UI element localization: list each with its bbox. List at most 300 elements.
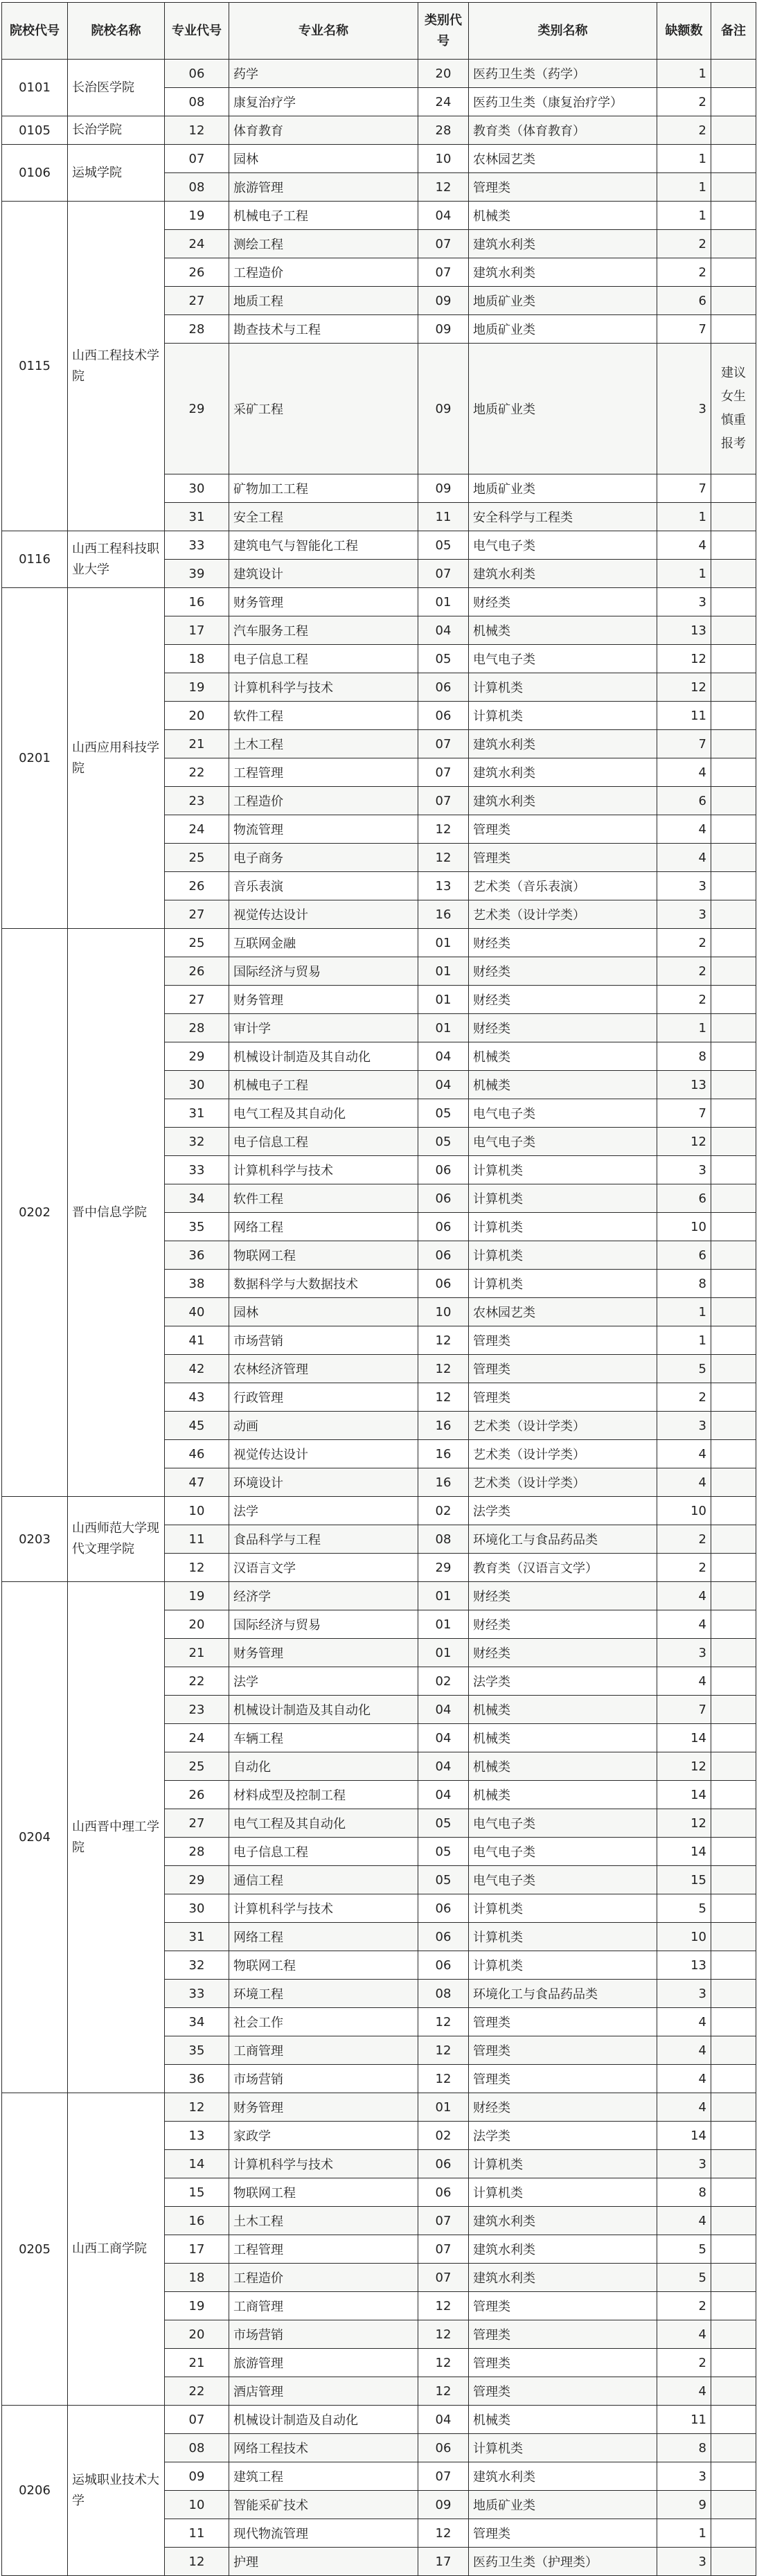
school-code: 0201 [2,588,68,929]
vacancy-count: 9 [657,2491,711,2519]
category-name: 电气电子类 [469,1099,657,1128]
remark [711,1525,756,1554]
major-code: 24 [165,230,229,258]
remark [711,116,756,145]
category-name: 医药卫生类（护理类） [469,2548,657,2576]
vacancy-count: 12 [657,645,711,673]
vacancy-count: 1 [657,1298,711,1326]
category-name: 管理类 [469,2008,657,2036]
major-code: 30 [165,1071,229,1099]
major-code: 27 [165,287,229,315]
major-name: 财务管理 [229,1639,418,1667]
vacancy-count: 14 [657,1781,711,1809]
major-code: 29 [165,1042,229,1071]
category-code: 09 [418,2491,469,2519]
major-code: 31 [165,1923,229,1951]
vacancy-count: 10 [657,1923,711,1951]
major-name: 建筑设计 [229,560,418,588]
major-code: 07 [165,145,229,173]
vacancy-count: 2 [657,1554,711,1582]
header-major-name: 专业名称 [229,3,418,60]
remark [711,1838,756,1866]
category-code: 07 [418,258,469,287]
major-name: 汽车服务工程 [229,616,418,645]
remark [711,1440,756,1468]
vacancy-count: 2 [657,986,711,1014]
remark [711,758,756,787]
table-row [2,116,756,145]
vacancy-count: 2 [657,258,711,287]
major-name: 财务管理 [229,588,418,616]
category-code: 07 [418,2264,469,2292]
major-name: 数据科学与大数据技术 [229,1270,418,1298]
major-code: 22 [165,1667,229,1696]
major-name: 物流管理 [229,815,418,844]
category-code: 12 [418,2377,469,2406]
category-name: 计算机类 [469,1923,657,1951]
category-code: 07 [418,787,469,815]
table-row [2,1582,756,1610]
category-name: 财经类 [469,2093,657,2122]
category-name: 环境化工与食品药品类 [469,1980,657,2008]
remark [711,230,756,258]
major-name: 电气工程及其自动化 [229,1809,418,1838]
vacancy-count: 14 [657,2122,711,2150]
vacancy-count: 6 [657,787,711,815]
category-code: 01 [418,588,469,616]
major-code: 41 [165,1326,229,1355]
vacancy-count: 12 [657,673,711,702]
category-name: 电气电子类 [469,1866,657,1894]
remark [711,1184,756,1213]
major-name: 地质工程 [229,287,418,315]
major-name: 社会工作 [229,2008,418,2036]
category-code: 16 [418,1440,469,1468]
major-name: 工程造价 [229,258,418,287]
remark [711,1042,756,1071]
remark [711,2406,756,2434]
major-name: 国际经济与贸易 [229,1610,418,1639]
remark [711,474,756,503]
major-code: 21 [165,730,229,758]
category-name: 建筑水利类 [469,2235,657,2264]
major-code: 24 [165,1724,229,1752]
remark [711,1099,756,1128]
major-code: 45 [165,1412,229,1440]
major-code: 17 [165,2235,229,2264]
category-code: 06 [418,2150,469,2178]
category-name: 机械类 [469,1071,657,1099]
vacancy-count: 13 [657,1951,711,1980]
remark [711,2434,756,2462]
major-name: 视觉传达设计 [229,1440,418,1468]
vacancy-count: 7 [657,1099,711,1128]
major-code: 39 [165,560,229,588]
vacancy-count: 5 [657,1894,711,1923]
table-row [2,2093,756,2122]
vacancy-count: 2 [657,929,711,957]
major-name: 矿物加工工程 [229,474,418,503]
vacancy-count: 1 [657,173,711,202]
vacancy-count: 5 [657,2235,711,2264]
category-name: 财经类 [469,929,657,957]
major-name: 材料成型及控制工程 [229,1781,418,1809]
remark [711,1582,756,1610]
remark [711,2178,756,2207]
remark [711,2462,756,2491]
major-name: 视觉传达设计 [229,900,418,929]
category-code: 04 [418,1752,469,1781]
vacancy-count: 4 [657,1468,711,1497]
major-code: 20 [165,2320,229,2349]
vacancy-count: 4 [657,531,711,560]
major-code: 26 [165,957,229,986]
major-name: 酒店管理 [229,2377,418,2406]
major-name: 护理 [229,2548,418,2576]
category-code: 01 [418,1582,469,1610]
remark [711,1610,756,1639]
major-code: 06 [165,60,229,88]
category-name: 财经类 [469,957,657,986]
school-code: 0203 [2,1497,68,1582]
category-code: 17 [418,2548,469,2576]
major-code: 08 [165,2434,229,2462]
school-name: 运城职业技术大学 [68,2406,165,2576]
remark [711,1554,756,1582]
category-code: 06 [418,1241,469,1270]
major-name: 土木工程 [229,730,418,758]
vacancy-count: 3 [657,900,711,929]
category-code: 06 [418,2434,469,2462]
category-name: 建筑水利类 [469,258,657,287]
major-name: 计算机科学与技术 [229,1156,418,1184]
table-row [2,531,756,560]
category-code: 01 [418,2093,469,2122]
major-code: 31 [165,1099,229,1128]
remark [711,1809,756,1838]
vacancy-count: 4 [657,758,711,787]
vacancy-count: 10 [657,1497,711,1525]
category-code: 09 [418,315,469,344]
vacancy-count: 1 [657,1326,711,1355]
category-name: 管理类 [469,2377,657,2406]
category-name: 管理类 [469,2320,657,2349]
major-code: 29 [165,344,229,474]
category-name: 建筑水利类 [469,2264,657,2292]
remark [711,2519,756,2548]
remark [711,1071,756,1099]
table-row [2,145,756,173]
table-row [2,2406,756,2434]
remark [711,1241,756,1270]
major-code: 22 [165,2377,229,2406]
remark [711,202,756,230]
remark [711,1014,756,1042]
vacancy-count: 15 [657,1866,711,1894]
remark [711,1951,756,1980]
vacancy-count: 4 [657,815,711,844]
major-code: 43 [165,1383,229,1412]
remark [711,1781,756,1809]
vacancy-count: 4 [657,1667,711,1696]
category-code: 06 [418,1184,469,1213]
major-name: 市场营销 [229,2320,418,2349]
category-code: 12 [418,2036,469,2065]
major-code: 32 [165,1128,229,1156]
major-code: 27 [165,986,229,1014]
category-name: 管理类 [469,2065,657,2093]
remark [711,173,756,202]
category-name: 财经类 [469,986,657,1014]
school-name: 山西工程科技职业大学 [68,531,165,588]
major-name: 网络工程 [229,1923,418,1951]
vacancy-count: 12 [657,1752,711,1781]
category-code: 05 [418,1128,469,1156]
major-code: 18 [165,645,229,673]
major-code: 32 [165,1951,229,1980]
remark [711,1923,756,1951]
category-code: 12 [418,2292,469,2320]
remark [711,145,756,173]
major-code: 15 [165,2178,229,2207]
major-code: 18 [165,2264,229,2292]
vacancy-count: 3 [657,872,711,900]
major-name: 旅游管理 [229,173,418,202]
category-name: 计算机类 [469,1951,657,1980]
header-category-name: 类别名称 [469,3,657,60]
major-name: 电气工程及其自动化 [229,1099,418,1128]
category-code: 12 [418,2008,469,2036]
major-name: 环境工程 [229,1980,418,2008]
category-code: 08 [418,1525,469,1554]
category-code: 06 [418,702,469,730]
major-code: 31 [165,503,229,531]
category-name: 计算机类 [469,673,657,702]
school-name: 山西应用科技学院 [68,588,165,929]
remark [711,929,756,957]
category-name: 计算机类 [469,1270,657,1298]
category-code: 05 [418,531,469,560]
school-name: 山西晋中理工学院 [68,1582,165,2093]
major-code: 20 [165,702,229,730]
major-code: 22 [165,758,229,787]
vacancy-table [1,2,756,2576]
category-code: 28 [418,116,469,145]
category-name: 管理类 [469,2036,657,2065]
category-code: 29 [418,1554,469,1582]
category-name: 电气电子类 [469,645,657,673]
remark [711,60,756,88]
vacancy-count: 14 [657,1724,711,1752]
major-name: 工商管理 [229,2036,418,2065]
category-name: 机械类 [469,1042,657,1071]
category-code: 05 [418,645,469,673]
header-school-code: 院校代号 [2,3,68,60]
vacancy-count: 1 [657,503,711,531]
category-name: 建筑水利类 [469,758,657,787]
remark [711,844,756,872]
category-code: 06 [418,673,469,702]
category-code: 01 [418,1014,469,1042]
major-code: 27 [165,900,229,929]
category-code: 12 [418,1326,469,1355]
vacancy-count: 4 [657,2065,711,2093]
category-code: 10 [418,145,469,173]
major-code: 16 [165,2207,229,2235]
major-code: 19 [165,2292,229,2320]
vacancy-count: 7 [657,474,711,503]
category-code: 06 [418,1951,469,1980]
remark [711,1298,756,1326]
major-name: 食品科学与工程 [229,1525,418,1554]
vacancy-count: 7 [657,315,711,344]
vacancy-count: 13 [657,1071,711,1099]
remark [711,2093,756,2122]
table-row [2,202,756,230]
vacancy-count: 11 [657,702,711,730]
category-name: 财经类 [469,1582,657,1610]
major-name: 音乐表演 [229,872,418,900]
major-name: 网络工程技术 [229,2434,418,2462]
major-name: 软件工程 [229,702,418,730]
category-name: 教育类（汉语言文学） [469,1554,657,1582]
vacancy-count: 3 [657,1156,711,1184]
remark [711,2008,756,2036]
remark [711,872,756,900]
school-code: 0101 [2,60,68,116]
category-name: 管理类 [469,2349,657,2377]
remark [711,900,756,929]
major-code: 28 [165,1014,229,1042]
major-name: 市场营销 [229,2065,418,2093]
category-name: 建筑水利类 [469,730,657,758]
category-name: 教育类（体育教育） [469,116,657,145]
category-code: 08 [418,1980,469,2008]
vacancy-count: 2 [657,1525,711,1554]
vacancy-count: 1 [657,60,711,88]
school-code: 0105 [2,116,68,145]
vacancy-count: 2 [657,230,711,258]
vacancy-count: 8 [657,1042,711,1071]
category-name: 管理类 [469,815,657,844]
major-code: 35 [165,1213,229,1241]
remark [711,1980,756,2008]
major-code: 29 [165,1866,229,1894]
category-code: 16 [418,900,469,929]
major-code: 19 [165,202,229,230]
vacancy-count: 8 [657,2434,711,2462]
major-name: 园林 [229,145,418,173]
category-code: 07 [418,230,469,258]
major-name: 旅游管理 [229,2349,418,2377]
vacancy-count: 4 [657,1440,711,1468]
remark [711,1696,756,1724]
school-name: 运城学院 [68,145,165,202]
major-code: 10 [165,1497,229,1525]
school-code: 0206 [2,2406,68,2576]
category-code: 09 [418,344,469,474]
category-code: 04 [418,2406,469,2434]
category-name: 医药卫生类（药学） [469,60,657,88]
vacancy-count: 1 [657,145,711,173]
major-name: 机械电子工程 [229,202,418,230]
vacancy-count: 2 [657,2292,711,2320]
category-name: 机械类 [469,1752,657,1781]
category-code: 05 [418,1099,469,1128]
school-name: 山西工商学院 [68,2093,165,2406]
category-code: 12 [418,173,469,202]
category-name: 建筑水利类 [469,2207,657,2235]
vacancy-count: 4 [657,2207,711,2235]
category-name: 机械类 [469,202,657,230]
remark [711,1326,756,1355]
category-name: 机械类 [469,1781,657,1809]
remark [711,1128,756,1156]
vacancy-count: 8 [657,1270,711,1298]
remark [711,815,756,844]
major-code: 23 [165,1696,229,1724]
major-code: 12 [165,2093,229,2122]
remark [711,2150,756,2178]
category-name: 电气电子类 [469,1809,657,1838]
remark [711,702,756,730]
vacancy-count: 8 [657,2178,711,2207]
vacancy-count: 2 [657,88,711,116]
major-code: 47 [165,1468,229,1497]
major-name: 建筑电气与智能化工程 [229,531,418,560]
major-name: 软件工程 [229,1184,418,1213]
remark [711,957,756,986]
major-name: 工程造价 [229,787,418,815]
category-code: 01 [418,1639,469,1667]
vacancy-count: 1 [657,2519,711,2548]
school-code: 0115 [2,202,68,531]
major-name: 财务管理 [229,986,418,1014]
major-code: 12 [165,116,229,145]
major-name: 工程管理 [229,758,418,787]
remark [711,1213,756,1241]
remark [711,315,756,344]
major-code: 23 [165,787,229,815]
remark [711,1894,756,1923]
major-name: 工程造价 [229,2264,418,2292]
remark [711,1468,756,1497]
major-name: 法学 [229,1497,418,1525]
category-name: 计算机类 [469,1241,657,1270]
category-name: 艺术类（设计学类） [469,900,657,929]
major-code: 21 [165,1639,229,1667]
category-name: 计算机类 [469,2434,657,2462]
category-code: 12 [418,815,469,844]
major-name: 环境设计 [229,1468,418,1497]
table-row [2,588,756,616]
remark [711,1866,756,1894]
category-name: 法学类 [469,1667,657,1696]
remark [711,1724,756,1752]
school-name: 长治医学院 [68,60,165,116]
category-code: 02 [418,2122,469,2150]
category-name: 机械类 [469,1724,657,1752]
major-code: 16 [165,588,229,616]
remark [711,287,756,315]
category-code: 01 [418,1610,469,1639]
category-code: 06 [418,2178,469,2207]
remark [711,1355,756,1383]
remark [711,787,756,815]
school-name: 晋中信息学院 [68,929,165,1497]
remark [711,1497,756,1525]
table-body [2,60,756,2576]
